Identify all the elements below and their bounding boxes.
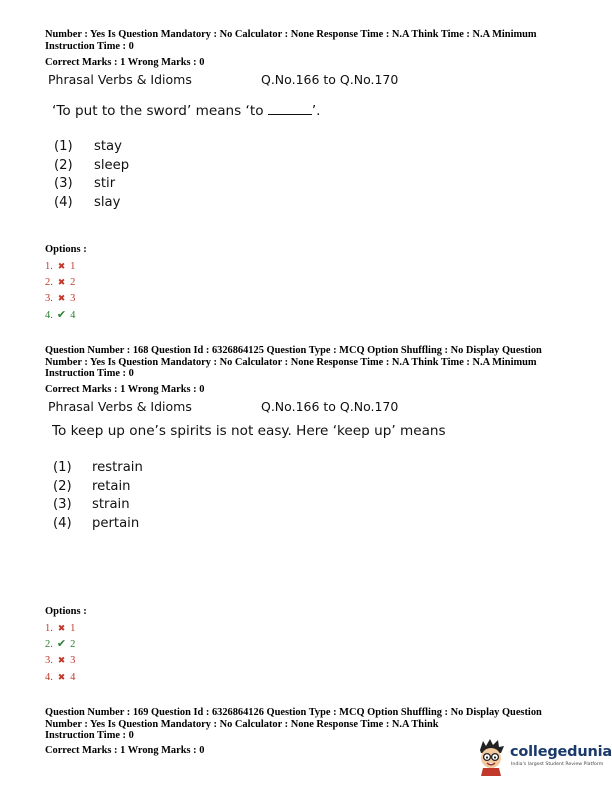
logo-tagline: India's largest Student Review Platform <box>511 762 604 767</box>
option-label: 3. <box>45 655 53 667</box>
meta-line: Question Number : 168 Question Id : 6326864125 Question Type : MCQ Option Shuffling : No Display Question <box>45 345 542 356</box>
options-list <box>45 620 75 685</box>
option-value: 3 <box>70 655 76 667</box>
option-label: 4. <box>45 309 53 321</box>
choice-number: (1) <box>54 139 73 154</box>
meta-line: Number : Yes Is Question Mandatory : No Calculator : None Response Time : N.A Think Time : N.A Minimum <box>45 356 537 368</box>
subject-label: Phrasal Verbs & Idioms <box>48 72 192 87</box>
options-title: Options : <box>45 606 87 617</box>
choice-text: retain <box>92 478 131 494</box>
question-meta <box>45 707 585 742</box>
option-value: 1 <box>70 623 76 634</box>
option-label: 1. <box>45 623 53 634</box>
option-item <box>45 258 75 274</box>
option-value: 2 <box>70 277 76 289</box>
choice-text: stay <box>94 139 122 154</box>
option-label: 2. <box>45 639 53 651</box>
option-value: 4 <box>70 671 76 683</box>
choice-number: (3) <box>53 497 72 513</box>
option-item <box>45 620 75 636</box>
option-value: 2 <box>70 639 76 651</box>
options-list <box>45 258 75 323</box>
marks-text: Correct Marks : 1 Wrong Marks : 0 <box>45 384 205 395</box>
option-item <box>45 652 75 668</box>
question-prefix: ‘To put to the sword’ means ‘to <box>52 103 268 119</box>
option-item <box>45 274 75 290</box>
meta-line: Number : Yes Is Question Mandatory : No Calculator : None Response Time : N.A Think Time : N.A Minimum <box>45 29 537 40</box>
question-text: To keep up one’s spirits is not easy. Here ‘keep up’ means <box>52 423 446 439</box>
marks-text: Correct Marks : 1 Wrong Marks : 0 <box>45 745 205 756</box>
marks-line <box>45 384 585 396</box>
meta-line: Instruction Time : 0 <box>45 368 134 380</box>
subject-label: Phrasal Verbs & Idioms <box>48 399 192 414</box>
choice-number: (1) <box>53 460 72 475</box>
choice-text: pertain <box>92 516 140 532</box>
meta-line: Number : Yes Is Question Mandatory : No Calculator : None Response Time : N.A Think <box>45 718 439 730</box>
cross-mark-icon: ✖ <box>57 655 66 666</box>
question-meta <box>45 29 585 52</box>
check-mark-icon: ✔ <box>56 308 67 321</box>
choice-number: (4) <box>54 195 73 211</box>
meta-line: Instruction Time : 0 <box>45 730 134 742</box>
choice-number: (4) <box>53 516 72 532</box>
option-item <box>45 669 75 685</box>
question-range: Q.No.166 to Q.No.170 <box>261 72 399 87</box>
options-title: Options : <box>45 244 87 255</box>
option-item <box>45 290 75 306</box>
logo-name: collegedunia <box>510 744 612 760</box>
mascot-icon <box>477 738 505 776</box>
option-value: 1 <box>70 261 76 272</box>
cross-mark-icon: ✖ <box>57 277 66 288</box>
choice-text: restrain <box>92 460 143 475</box>
option-value: 4 <box>70 309 76 321</box>
meta-line: Question Number : 169 Question Id : 6326864126 Question Type : MCQ Option Shuffling : No Display Question <box>45 707 542 718</box>
choice-text: strain <box>92 497 130 513</box>
option-label: 2. <box>45 277 53 289</box>
collegedunia-logo <box>477 738 612 778</box>
check-mark-icon: ✔ <box>56 638 67 651</box>
marks-line <box>45 57 585 69</box>
question-range: Q.No.166 to Q.No.170 <box>261 399 399 414</box>
choice-number: (2) <box>54 157 73 173</box>
cross-mark-icon: ✖ <box>57 671 66 682</box>
choice-text: slay <box>94 195 121 211</box>
choice-text: stir <box>94 176 116 192</box>
cross-mark-icon: ✖ <box>57 623 66 633</box>
option-item <box>45 636 75 652</box>
question-text <box>52 102 320 119</box>
cross-mark-icon: ✖ <box>57 261 66 271</box>
cross-mark-icon: ✖ <box>57 293 66 304</box>
choice-number: (2) <box>53 478 72 494</box>
option-value: 3 <box>70 293 76 305</box>
question-suffix: ’. <box>311 103 321 119</box>
choice-text: sleep <box>94 157 130 173</box>
option-label: 1. <box>45 261 53 272</box>
option-label: 3. <box>45 293 53 305</box>
question-meta <box>45 345 585 380</box>
meta-line: Instruction Time : 0 <box>45 40 134 52</box>
choice-number: (3) <box>54 176 73 192</box>
option-label: 4. <box>45 671 53 683</box>
option-item <box>45 307 75 323</box>
marks-text: Correct Marks : 1 Wrong Marks : 0 <box>45 57 205 68</box>
answer-blank <box>268 102 312 115</box>
